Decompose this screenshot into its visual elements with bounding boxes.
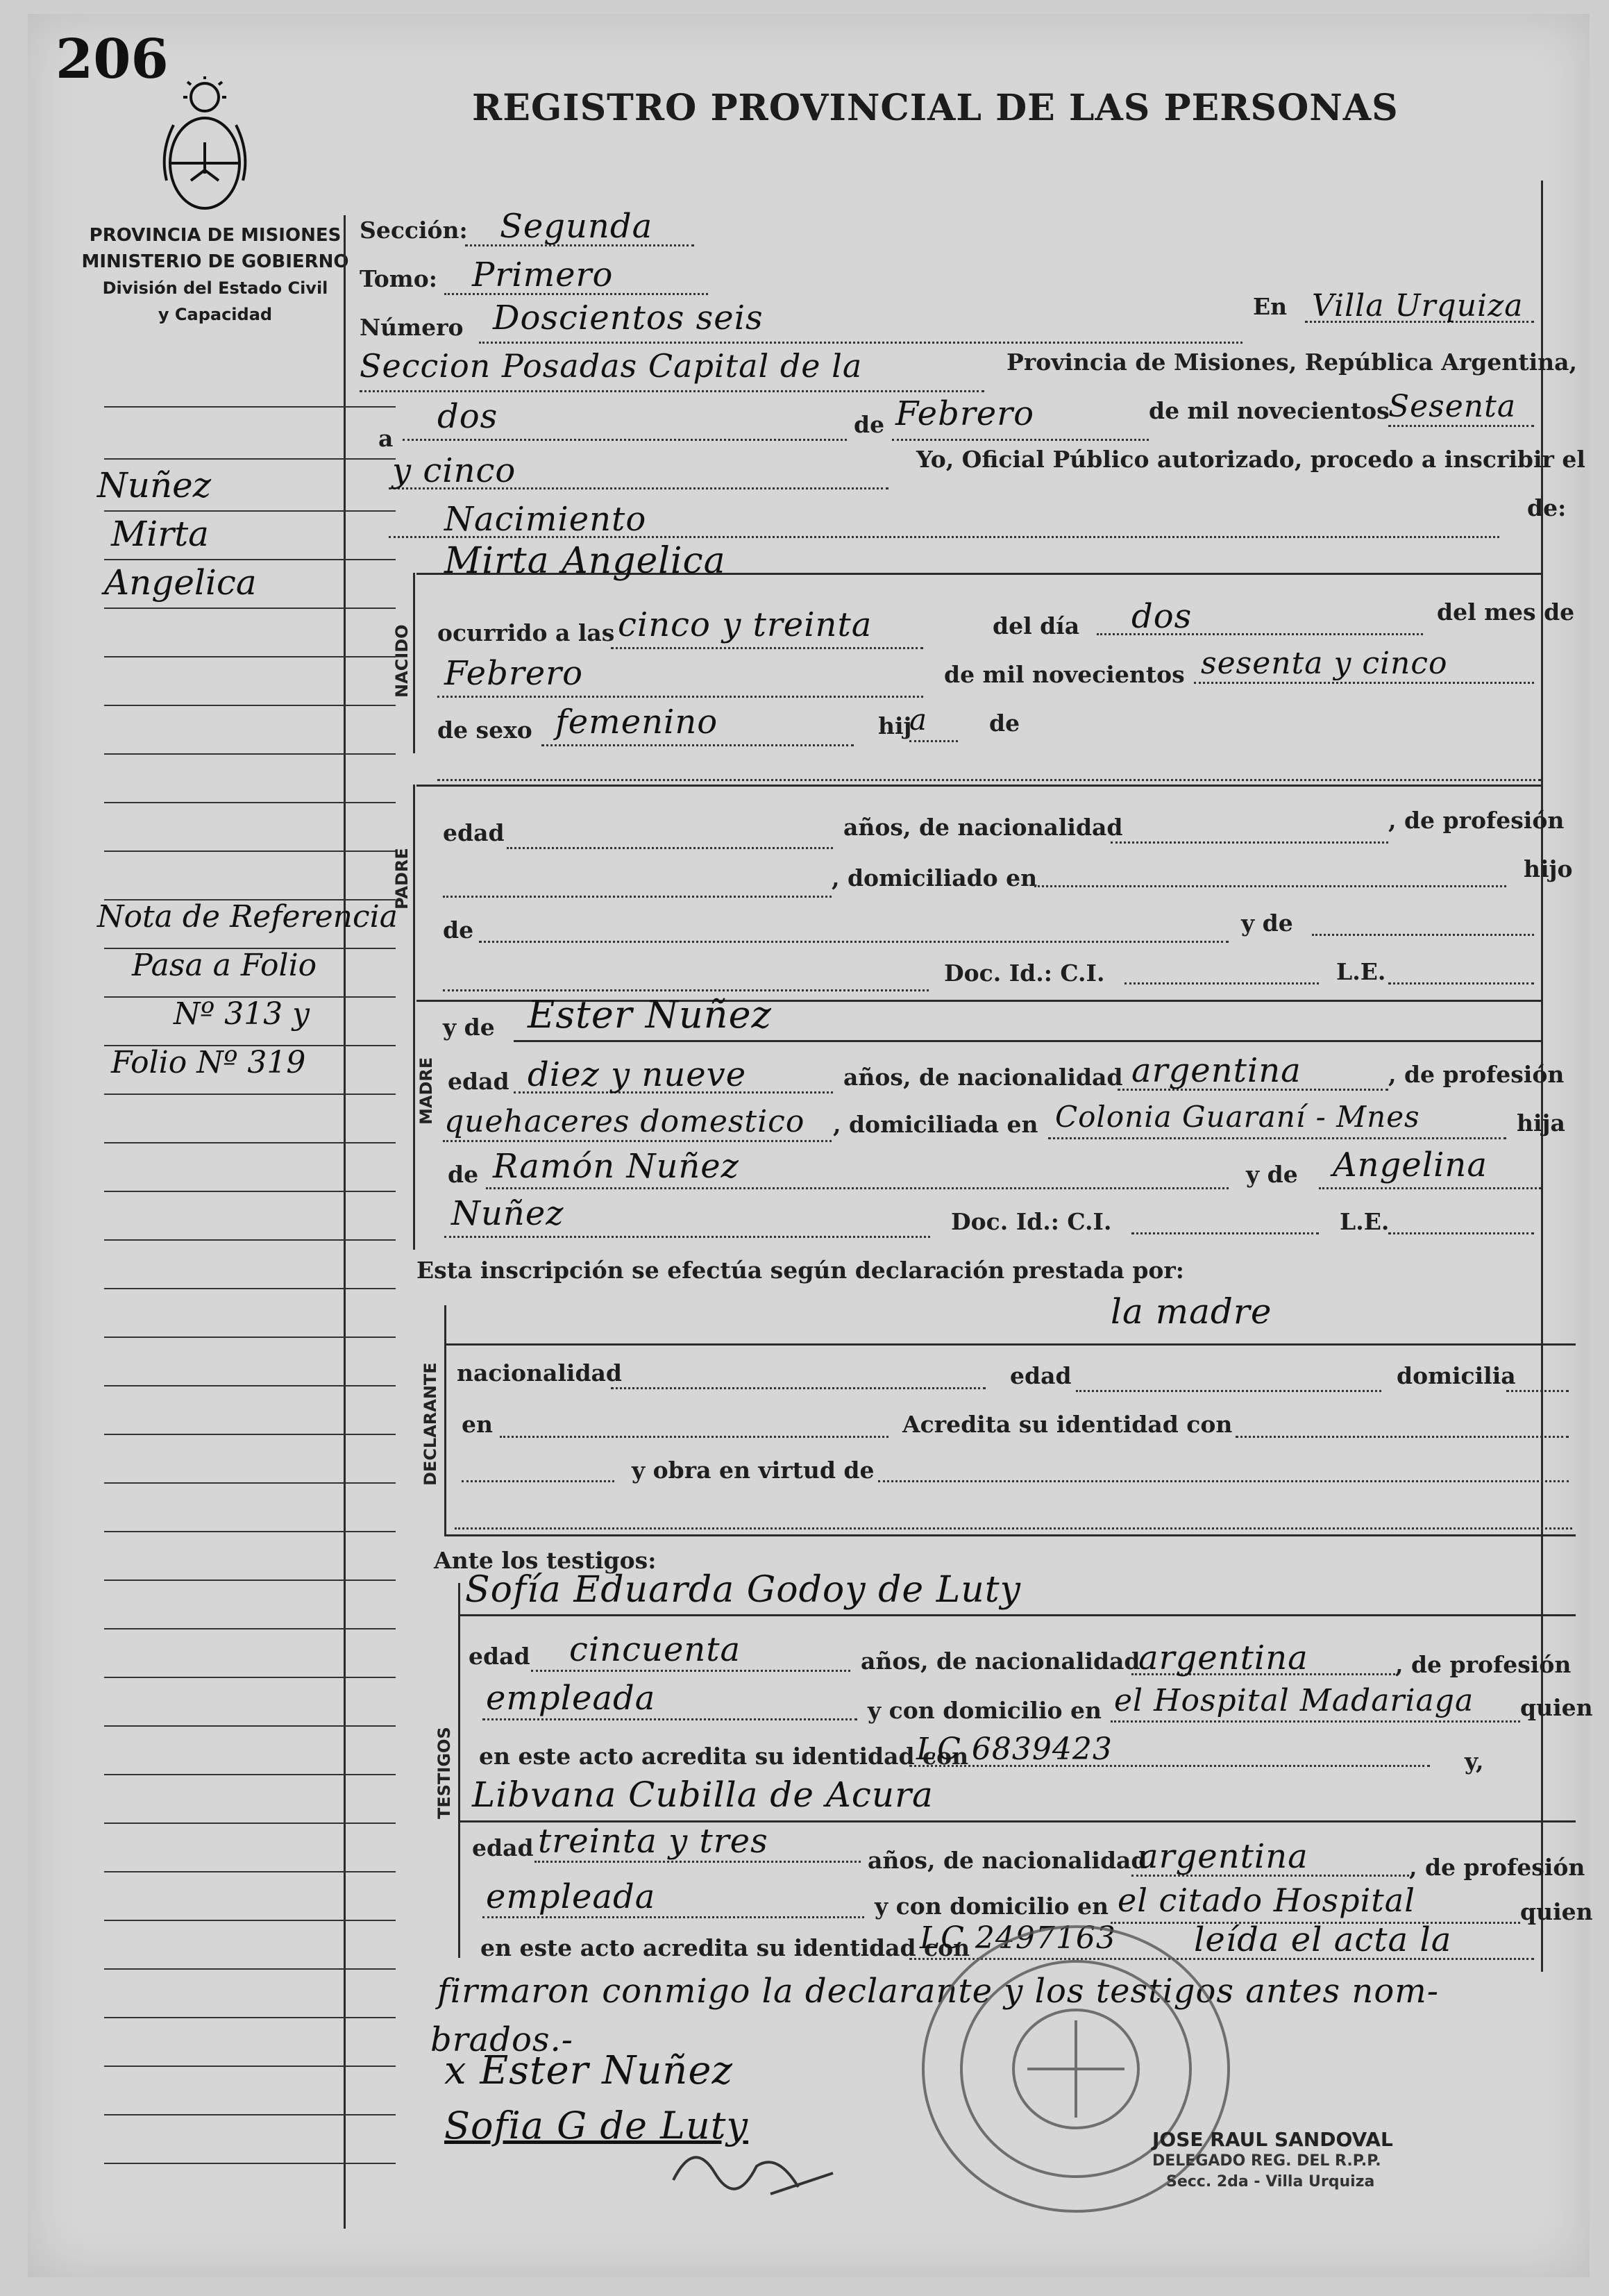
margin-note1: Nota de Referencia [97,899,398,935]
stamp-name: JOSE RAUL SANDOVAL [1152,2128,1393,2151]
label-madre-nac: años, de nacionalidad [843,1064,1123,1091]
label-madre-y-de: y de [443,1014,495,1041]
value-anio: sesenta y cinco [1201,646,1448,681]
main-left-border [344,215,346,2229]
label-a: a [378,425,394,452]
label-tomo: Tomo: [360,265,437,292]
label-mil-novecientos: de mil novecientos [1149,397,1390,424]
value-hij-suffix: a [909,703,928,737]
signature-declarante: x Ester Nuñez [444,2048,733,2093]
label-de-mil-nov: de mil novecientos [944,661,1185,688]
value-t2-id: LC 2497163 [920,1920,1116,1956]
section-label-padre: PADRE [392,848,412,910]
label-padre-y-de: y de [1241,910,1293,937]
label-t1-edad: edad [469,1643,530,1670]
label-yo-oficial: Yo, Oficial Público autorizado, procedo a inscribir el [916,446,1585,473]
label-padre-nac: años, de nacionalidad [843,814,1123,841]
label-t1-profesion: , de profesión [1395,1651,1572,1678]
document-title: REGISTRO PROVINCIAL DE LAS PERSONAS [472,87,1399,129]
value-madre-padre: Ramón Nuñez [493,1147,739,1186]
coat-of-arms-emblem [153,76,257,222]
value-t1-prof: empleada [486,1679,656,1718]
label-t2-profesion: , de profesión [1409,1854,1585,1881]
value-seccion-posadas: Seccion Posadas Capital de la [360,347,863,385]
margin-note2: Pasa a Folio [132,948,317,983]
label-madre-domiciliada: , domiciliada en [833,1111,1038,1138]
section-label-nacido: NACIDO [392,624,412,698]
header-division: División del Estado Civil [102,278,328,298]
value-anio1: Sesenta [1388,389,1517,424]
label-madre-edad: edad [448,1068,509,1095]
value-t2-dom: el citado Hospital [1118,1882,1415,1919]
label-t2-acredita: en este acto acredita su identidad con [480,1934,970,1961]
value-sexo: femenino [555,703,718,741]
margin-note3: Nº 313 y [174,996,310,1032]
label-declarante-acredita: Acredita su identidad con [902,1411,1233,1438]
label-t2-edad: edad [472,1834,534,1861]
label-t1-acredita: en este acto acredita su identidad con [479,1743,969,1770]
signature-testigo: Sofia G de Luty [444,2104,748,2147]
value-anio2: y cinco [392,451,516,490]
margin-name1: Mirta [111,514,209,554]
label-padre-doc: Doc. Id.: C.I. [944,960,1105,987]
label-hij: hij [878,712,912,739]
stamp-title: DELEGADO REG. DEL R.P.P. [1152,2152,1381,2170]
label-declarante-en: en [462,1411,493,1438]
label-padre-domiciliado: , domiciliado en [832,864,1038,891]
stamp-section: Secc. 2da - Villa Urquiza [1166,2173,1375,2190]
label-del-dia: del día [993,612,1080,639]
value-a-dia: dos [437,397,498,436]
label-de: de [854,411,885,438]
value-dia: dos [1131,597,1193,636]
label-padre-edad: edad [443,819,505,846]
label-madre-de: de [448,1161,479,1188]
margin-surname: Nuñez [97,465,212,505]
value-de-mes: Febrero [895,394,1035,433]
label-numero: Número [360,314,464,341]
value-madre-madre: Angelina [1333,1146,1488,1184]
label-padre-de: de [443,916,474,944]
value-t2-prof: empleada [486,1877,656,1916]
value-t1-nac: argentina [1138,1639,1308,1677]
value-t2-edad: treinta y tres [538,1822,768,1861]
value-t1-id: LC 6839423 [916,1732,1113,1767]
value-nombre: Mirta Angelica [444,540,726,582]
value-t1-dom: el Hospital Madariaga [1114,1683,1474,1718]
label-del-mes: del mes de [1437,598,1575,626]
label-t1-nac: años, de nacionalidad [861,1648,1140,1675]
value-tipo: Nacimiento [444,500,647,539]
label-provincia: Provincia de Misiones, República Argentina, [1006,349,1578,376]
section-label-testigos: TESTIGOS [435,1727,454,1819]
value-en: Villa Urquiza [1312,288,1524,324]
label-madre-le: L.E. [1340,1208,1390,1235]
label-madre-doc: Doc. Id.: C.I. [951,1208,1112,1235]
margin-note4: Folio Nº 319 [111,1045,306,1080]
label-ante-testigos: Ante los testigos: [434,1547,657,1574]
value-tomo: Primero [472,255,614,294]
label-de-colon: de: [1527,494,1567,521]
value-madre-nombre: Ester Nuñez [528,993,772,1037]
value-seccion: Segunda [500,207,653,246]
label-padre-le: L.E. [1336,958,1386,985]
label-padre-profesion: , de profesión [1388,807,1565,834]
value-madre-nac: argentina [1131,1051,1301,1090]
label-ocurrido: ocurrido a las [437,619,615,646]
page-number: 206 [56,28,169,91]
value-madre-dom: Colonia Guaraní - Mnes [1055,1100,1420,1134]
label-madre-y-de2: y de [1246,1161,1298,1188]
value-madre-prof: quehaceres domestico [444,1104,805,1139]
margin-name2: Angelica [104,562,257,603]
value-cierre3: brados.- [430,2020,574,2059]
value-numero: Doscientos seis [493,299,764,337]
label-padre-hijo: hijo [1524,855,1573,882]
label-en: En [1253,293,1288,320]
label-t2-nac: años, de nacionalidad [868,1847,1147,1874]
label-t1-domicilio: y con domicilio en [868,1697,1102,1724]
value-t1-edad: cincuenta [569,1630,741,1669]
signature-scribble [666,2131,847,2215]
section-label-madre: MADRE [416,1057,436,1125]
label-t1-y: y, [1465,1748,1484,1775]
label-declarante-edad: edad [1010,1362,1072,1389]
label-t2-domicilio: y con domicilio en [875,1893,1109,1920]
header-left-block [56,222,375,328]
label-t1-quien: quien [1520,1694,1593,1721]
header-capacidad: y Capacidad [158,305,273,324]
value-declarante: la madre [1111,1291,1272,1332]
label-madre-profesion: , de profesión [1388,1061,1565,1088]
value-mes: Febrero [444,654,584,693]
value-hora: cinco y treinta [618,605,873,644]
value-madre-madre2: Nuñez [451,1194,564,1233]
label-de-nacido: de [989,710,1020,737]
value-testigo2: Libvana Cubilla de Acura [472,1775,934,1815]
label-declarante-domicilia: domicilia [1397,1362,1516,1389]
label-declarante-obra: y obra en virtud de [632,1457,875,1484]
label-de-sexo: de sexo [437,717,532,744]
label-madre-hija: hija [1517,1109,1565,1137]
registry-page [28,14,1593,2277]
label-declarante-nacionalidad: nacionalidad [457,1359,622,1386]
value-cierre1: leída el acta la [1194,1920,1452,1959]
header-province: PROVINCIA DE MISIONES [89,225,342,246]
header-ministry: MINISTERIO DE GOBIERNO [81,251,349,272]
label-esta-inscripcion: Esta inscripción se efectúa según declaración prestada por: [416,1257,1184,1284]
value-cierre2: firmaron conmigo la declarante y los testigos antes nom- [437,1972,1439,2011]
value-testigo1: Sofía Eduarda Godoy de Luty [465,1569,1021,1611]
label-t2-quien: quien [1520,1898,1593,1925]
value-madre-edad: diez y nueve [528,1055,747,1094]
section-label-declarante: DECLARANTE [421,1362,440,1486]
label-seccion: Sección: [360,217,468,244]
value-t2-nac: argentina [1138,1837,1308,1876]
